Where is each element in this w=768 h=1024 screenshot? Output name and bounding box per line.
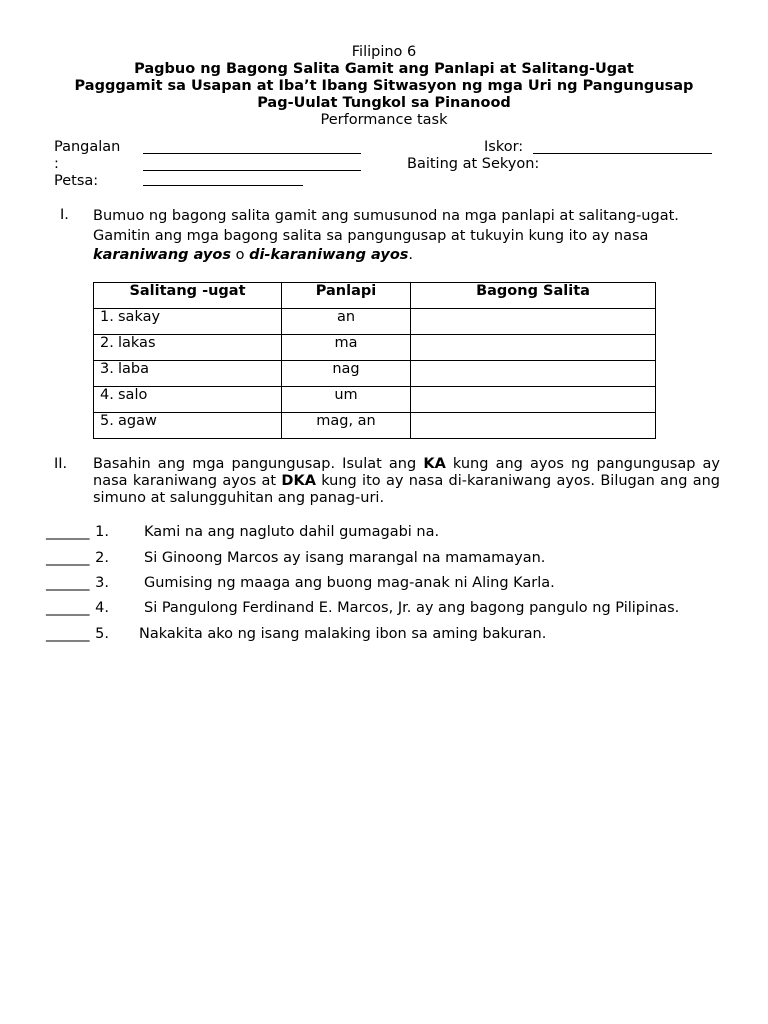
title-line-2: Pagggamit sa Usapan at Iba’t Ibang Sitwasyon ng mga Uri ng Pangungusap (74, 78, 694, 94)
name-label: Pangalan (54, 139, 121, 155)
affix-cell: mag, an (282, 413, 411, 439)
new-word-cell[interactable] (411, 361, 656, 387)
answer-blank[interactable]: ______ (46, 524, 90, 540)
root-cell (94, 387, 282, 413)
item-text: Kami na ang nagluto dahil gumagabi na. (144, 524, 440, 540)
date-line[interactable] (143, 185, 303, 186)
answer-blank[interactable]: ______ (46, 600, 90, 616)
part1-instructions (93, 207, 733, 266)
part1-em-karaniwang: karaniwang ayos (93, 247, 231, 263)
title-line-1: Pagbuo ng Bagong Salita Gamit ang Panlapi at Salitang-Ugat (134, 61, 634, 77)
list-item (46, 550, 546, 566)
title-line-3: Pag-Uulat Tungkol sa Pinanood (257, 95, 511, 111)
name-colon: : (54, 156, 59, 172)
row-number: 1. (100, 309, 114, 325)
name-line-1[interactable] (143, 153, 361, 154)
row-number: 4. (100, 387, 114, 403)
root-word: laba (118, 361, 150, 377)
root-word: agaw (118, 413, 157, 429)
header-root: Salitang -ugat (94, 283, 282, 309)
list-item (46, 600, 680, 616)
item-text: Si Pangulong Ferdinand E. Marcos, Jr. ay ang bagong pangulo ng Pilipinas. (144, 600, 680, 616)
new-word-cell[interactable] (411, 413, 656, 439)
item-number: 2. (95, 550, 109, 566)
new-word-cell[interactable] (411, 335, 656, 361)
root-cell (94, 335, 282, 361)
answer-blank[interactable]: ______ (46, 626, 90, 642)
part1-number: I. (60, 207, 69, 223)
name-line-2[interactable] (143, 170, 361, 171)
root-word: salo (118, 387, 148, 403)
section-label: Baiting at Sekyon: (407, 156, 540, 172)
table-row (94, 335, 656, 361)
table-row (94, 413, 656, 439)
list-item (46, 626, 547, 642)
score-line[interactable] (533, 153, 712, 154)
list-item (46, 524, 440, 540)
subject-heading: Filipino 6 (351, 44, 417, 60)
part2-ka: KA (423, 456, 446, 472)
root-word: lakas (118, 335, 156, 351)
item-number: 1. (95, 524, 109, 540)
root-cell (94, 361, 282, 387)
table-header-row (94, 283, 656, 309)
part2-text-b: kung ang ayos ng pangungusap ay nasa karaniwang ayos at (93, 456, 720, 489)
task-label: Performance task (320, 112, 448, 128)
row-number: 5. (100, 413, 114, 429)
row-number: 2. (100, 335, 114, 351)
table-row (94, 387, 656, 413)
part1-line-2: Gamitin ang mga bagong salita sa pangungusap at tukuyin kung ito ay nasa (93, 227, 649, 244)
part1-conj: o (230, 247, 250, 263)
item-number: 3. (95, 575, 109, 591)
affix-cell: nag (282, 361, 411, 387)
part2-number: II. (54, 456, 68, 472)
part1-line-3 (93, 246, 733, 266)
root-cell (94, 309, 282, 335)
table-row (94, 309, 656, 335)
root-word: sakay (118, 309, 161, 325)
date-label: Petsa: (54, 173, 99, 189)
affix-cell: an (282, 309, 411, 335)
item-text: Gumising ng maaga ang buong mag-anak ni Aling Karla. (144, 575, 555, 591)
affix-cell: ma (282, 335, 411, 361)
row-number: 3. (100, 361, 114, 377)
word-table (93, 282, 656, 439)
part2-dka: DKA (281, 473, 316, 489)
header-affix: Panlapi (282, 283, 411, 309)
part2-instructions (93, 456, 720, 507)
part1-em-dikaraniwang: di-karaniwang ayos (249, 247, 409, 263)
new-word-cell[interactable] (411, 309, 656, 335)
answer-blank[interactable]: ______ (46, 550, 90, 566)
table-row (94, 361, 656, 387)
part2-text-a: Basahin ang mga pangungusap. Isulat ang (93, 456, 424, 472)
item-number: 5. (95, 626, 109, 642)
part1-end: . (408, 247, 414, 263)
item-number: 4. (95, 600, 109, 616)
item-text: Si Ginoong Marcos ay isang marangal na mamamayan. (144, 550, 546, 566)
affix-cell: um (282, 387, 411, 413)
list-item (46, 575, 555, 591)
part2-text-c: kung ito ay nasa di-karaniwang ayos. Bilugan ang ang simuno at salungguhitan ang panag-uri. (93, 473, 720, 506)
score-label: Iskor: (484, 139, 524, 155)
header-new-word: Bagong Salita (411, 283, 656, 309)
new-word-cell[interactable] (411, 387, 656, 413)
item-text: Nakakita ako ng isang malaking ibon sa aming bakuran. (139, 626, 547, 642)
root-cell (94, 413, 282, 439)
part1-line-1: Bumuo ng bagong salita gamit ang sumusunod na mga panlapi at salitang-ugat. (93, 208, 679, 224)
answer-blank[interactable]: ______ (46, 575, 90, 591)
